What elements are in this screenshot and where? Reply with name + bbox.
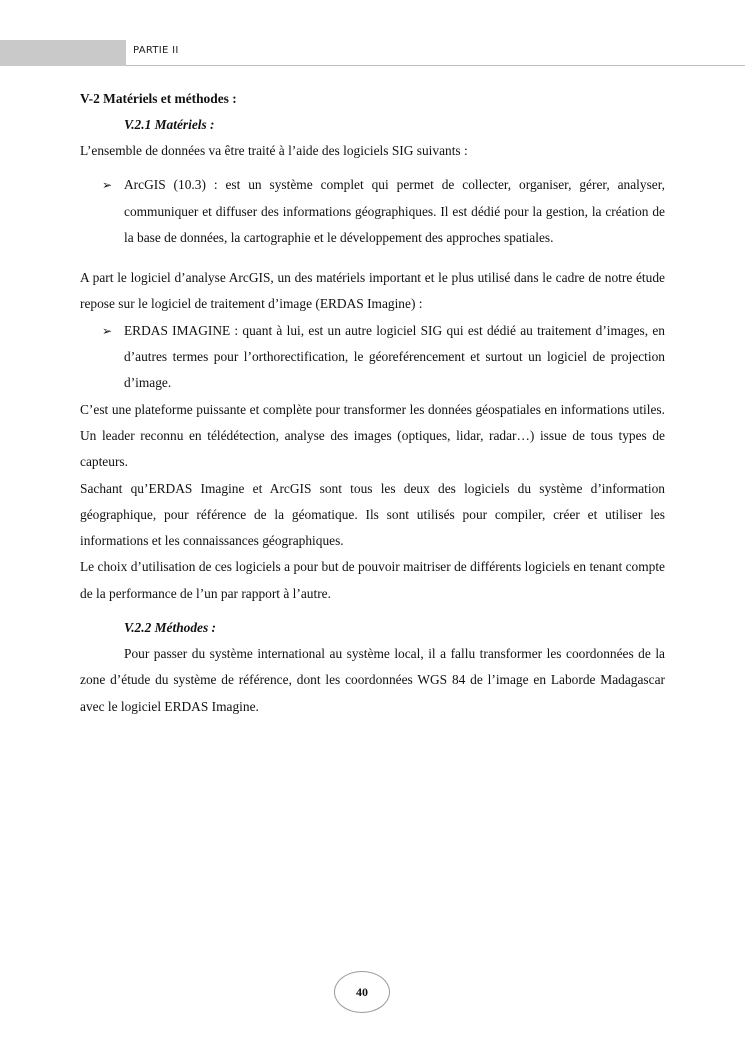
header-bar: [0, 40, 126, 66]
bullet-arcgis-text: ArcGIS (10.3) : est un système complet qui permet de collecter, organiser, gérer, analyser, communiquer et diffuser des informations géographiques. Il est dédié pour la gestion, la création de la base de données, la cartographie et le développement des approches spatiales.: [124, 177, 665, 245]
section-title: V-2 Matériels et méthodes :: [80, 91, 237, 106]
header-label: PARTIE II: [133, 45, 179, 56]
paragraph-gis: Sachant qu’ERDAS Imagine et ArcGIS sont tous les deux des logiciels du système d’information géographique, pour référence de la géomatique. Ils sont utilisés pour compiler, créer et utiliser les informations et les connaissances géographiques.: [80, 480, 665, 549]
header-rule: [126, 65, 745, 66]
paragraph-platform: C’est une plateforme puissante et complète pour transformer les données géospatiales en informations utiles. Un leader reconnu en télédétection, analyse des images (optiques, lidar, radar…) issue de tous types de capteurs.: [80, 401, 665, 470]
page-content: [80, 86, 665, 720]
subsection-heading-methods: V.2.2 Méthodes :: [124, 620, 217, 636]
bullet-arrow-icon: ➢: [102, 323, 113, 338]
bullet-arrow-icon: ➢: [102, 178, 113, 193]
page-number: 40: [334, 971, 390, 1013]
materials-intro: L’ensemble de données va être traité à l’aide des logiciels SIG suivants :: [80, 143, 468, 158]
paragraph-choice: Le choix d’utilisation de ces logiciels a pour but de pouvoir maitriser de différents logiciels en tenant compte de la performance de l’un par rapport à l’autre.: [80, 559, 665, 601]
paragraph-erdas-intro: A part le logiciel d’analyse ArcGIS, un des matériels important et le plus utilisé dans le cadre de notre étude repose sur le logiciel de traitement d’image (ERDAS Imagine) :: [80, 270, 665, 312]
subsection-heading-materials: V.2.1 Matériels :: [124, 117, 215, 132]
bullet-erdas: [80, 318, 665, 397]
bullet-arcgis: [80, 172, 665, 251]
paragraph-methods: Pour passer du système international au système local, il a fallu transformer les coordonnées de la zone d’étude du système de référence, dont les coordonnées WGS 84 de l’image en Laborde Madagascar avec le logiciel ERDAS Imagine.: [80, 646, 665, 714]
bullet-erdas-text: ERDAS IMAGINE : quant à lui, est un autre logiciel SIG qui est dédié au traitement d’images, en d’autres termes pour l’orthorectification, le géoreférencement et surtout un logiciel de projection d’image.: [124, 322, 665, 391]
